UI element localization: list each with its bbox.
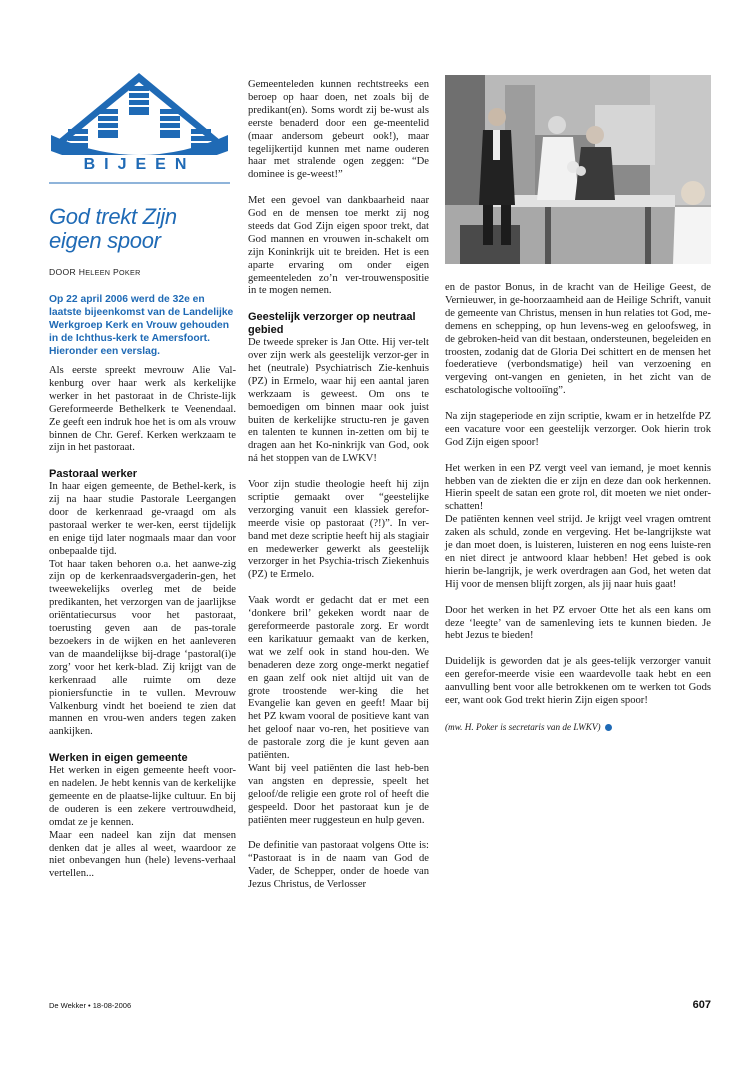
paragraph: Duidelijk is geworden dat je als gees-telijk verzorger vanuit een gerefor-meerde visie een waardevolle taak hebt en een aanvulling bent voor alle betrokkenen om te werken tot Gods eer, want ook God trekt hierin Zijn eigen spoor!: [445, 656, 711, 706]
column-3: [445, 282, 711, 734]
byline-prefix: DOOR: [49, 267, 76, 277]
paragraph: In haar eigen gemeente, de Bethel-kerk, is zij na haar studie Pastorale Leergangen door de kerkenraad ge-vraagd om als pastoraal werker te wer-ken, eerst tijdelijk en enige tijd later nogmaals maar dan voor onbepaalde tijd.: [49, 481, 236, 557]
column-2: [248, 79, 429, 892]
author-credit-text: (mw. H. Poker is secretaris van de LWKV): [445, 721, 601, 732]
subheading-werken-in-eigen-gemeente: Werken in eigen gemeente: [49, 752, 188, 765]
paragraph: Voor zijn studie theologie heeft hij zijn scriptie gemaakt over “geestelijke verzorging vanuit een klassiek gerefor-meerde visie op pastoraat (?!)”. In ver-band met deze scriptie heeft hij als stagiair en medewerker gewerkt als geestelijk verzorger in het Psychia-trisch Ziekenhuis (PZ) te Ermelo.: [248, 479, 429, 581]
author-last-initial: P: [112, 267, 120, 277]
paragraph: Vaak wordt er gedacht dat er met een ‘donkere bril’ gekeken wordt naar de gereformeerde pastorale zorg. Er wordt een karikatuur gemaakt van de kerken, wat we zelf ook in stand hou-den. We benaderen deze zorg onge-merkt negatief en gaan zelf ook niet altijd uit van de grote troostende wer-king die het Evangelie kan geven en geeft! Maar bij het PZ kwam vooral de positieve kant van het geloof naar vo-ren, het positieve van de pastorale zorg die je kunt geven aan patiënten.: [248, 595, 429, 762]
page-number: 607: [692, 999, 711, 1011]
bijeen-logo: [49, 73, 230, 187]
paragraph: en de pastor Bonus, in de kracht van de Heilige Geest, de Vernieuwer, in ge-hoorzaamheid aan de Heilige Schrift, vanuit de gemeente van Christus, mensen in hun relaties tot God, me-demens en schepping, op hun levens-weg en geloofsweg, in de gebroken-heid van dit bestaan, ondersteunen, begeleiden en troosten, zodanig dat de Gloria Dei schittert en de mensen het foederatieve (verbondsmatige) heil van verzoening en vergeving ont-vangen en genieten, in het zicht van de eschatologische voltooiïng”.: [445, 282, 711, 397]
paragraph: Want bij veel patiënten die last heb-ben van angsten en depressie, speelt het geloof/de religie een grote rol of heeft die gespeeld. Door het pastoraat kun je de patiënten meer ruggesteun en hulp geven.: [248, 762, 429, 826]
subheading-pastoraal-werker: Pastoraal werker: [49, 468, 138, 481]
paragraph: De tweede spreker is Jan Otte. Hij ver-telt over zijn werk als geestelijk verzor-ger in het (neutrale) Psychiatrisch Zie-kenhuis (PZ) in Ermelo, waar hij een aantal jaren werkzaam is geweest. Om ons te bemoedigen om binnen maar ook juist buiten de kerkelijke structu-ren je gaven en talenten te kunnen in-zetten om bij te dragen aan het Ko-ninkrijk van God, ook ná het stoppen van de LWKV!: [248, 337, 429, 465]
author-last-rest: OKER: [119, 268, 141, 277]
paragraph: Gemeenteleden kunnen rechtstreeks een beroep op haar doen, net zoals bij de predikant(en). Soms wordt zij be-wust als eerste benaderd door een ge-meentelid (maar andersom gebeurt ook!), maar tegelijkertijd kunnen met name ouderen haar met stralende ogen zeggen: “De dominee is ge-weest!”: [248, 79, 429, 181]
paragraph: De definitie van pastoraat volgens Otte is: “Pastoraat is in de naam van God de Vader, de Schepper, onder de hoede van Jezus Christus, de Verlosser: [248, 840, 429, 891]
column-1: [49, 365, 236, 881]
paragraph: Maar een nadeel kan zijn dat mensen denken dat je alles al weet, waardoor ze niet onbevangen hun (hele) levens-verhaal vertellen...: [49, 829, 236, 880]
paragraph: Tot haar taken behoren o.a. het aanwe-zig zijn op de kerkenraadsvergaderin-gen, het tweewekelijks overleg met de beide predikanten, het verzorgen van de jaarlijkse oriëntatiecursus voor het pastoraat, toerusting geven aan de pas-torale bezoekers in de wijken en het aanleveren van de maandelijkse bij-drage ‘pastoral(i)e zorg’ voor het kerk-blad. Zij krijgt van de kerkenraad alle ruimte om deze pioniersfunctie in te vullen. Mevrouw Valkenburg vindt het boeiend te zien dat mannen en vrou-wen anders tegen zaken aankijken.: [49, 558, 236, 738]
paragraph: Na zijn stageperiode en zijn scriptie, kwam er in hetzelfde PZ een vacature voor een geestelijk verzorger. Ook hierin trok God Zijn eigen spoor!: [445, 411, 711, 448]
author-credit: [445, 721, 711, 734]
paragraph: Met een gevoel van dankbaarheid naar God en de mensen toe merkt zij nog steeds dat God Zijn eigen spoor trekt, dat God mannen en vrouwen in-schakelt om zijn Koninkrijk uit te breiden. Het is een aparte ervaring om onder eigen gemeenteleden zo’n ver-trouwenspositie in te mogen nemen.: [248, 195, 429, 297]
author-first-initial: H: [78, 267, 86, 277]
byline: [49, 267, 141, 277]
article-lead: Op 22 april 2006 werd de 32e en laatste bijeenkomst van de Landelijke Werkgroep Kerk en Vrouw gehouden in de Ichthus-kerk te Amersfoort. Hieronder een verslag.: [49, 294, 234, 357]
footer-publication: De Wekker • 18-08-2006: [49, 1001, 132, 1010]
paragraph: Door het werken in het PZ ervoer Otte het als een kans om deze ‘leegte’ van de samenleving iets te kunnen bieden. Je hebt Jezus te bieden!: [445, 604, 711, 642]
paragraph: Het werken in een PZ vergt veel van iemand, je moet kennis hebben van de ziekten die er zijn en deze dan ook herkennen. Hierin speelt de satan een grote rol, dit moeten we niet onder-schatten!: [445, 462, 711, 513]
logo-text: BIJEEN: [83, 156, 196, 173]
article-title: God trekt Zijn eigen spoor: [49, 204, 177, 253]
paragraph: De patiënten kennen veel strijd. Je krijgt veel vragen omtrent zaken als schuld, zonde en vergeving. Het be-langrijkste wat je dan moet doen, is luisteren, luisteren en nog eens luiste-ren en niet direct je antwoord klaar hebben! Het gebed is ook hierin be-langrijk, je werk overdragen aan God, het weten dat Hij voor de mensen blijft zorgen, als jij naar huis gaat!: [445, 514, 711, 590]
author-first-rest: ELEEN: [85, 268, 111, 277]
end-dot-icon: [605, 724, 612, 731]
photo-graphic: [445, 75, 711, 264]
subheading-geestelijk-verzorger: Geestelijk verzorger op neutraal gebied: [248, 311, 416, 337]
paragraph: Als eerste spreekt mevrouw Alie Val-kenburg over haar werk als kerkelijke werker in het pastoraat in de Christe-lijk Gereformeerde Bethelkerk te Veenendaal. Ze geeft een indruk hoe het is om als vrouw binnen de Chr. Geref. Kerken werkzaam te zijn in het pastoraat.: [49, 365, 236, 454]
event-photo: [445, 75, 711, 264]
paragraph: Het werken in eigen gemeente heeft voor- en nadelen. Je hebt kennis van de kerkelijke gemeente en de plaatse-lijke cultuur. En bij de ouderen is een zekere vertrouwdheid, omdat ze je kennen.: [49, 765, 236, 828]
